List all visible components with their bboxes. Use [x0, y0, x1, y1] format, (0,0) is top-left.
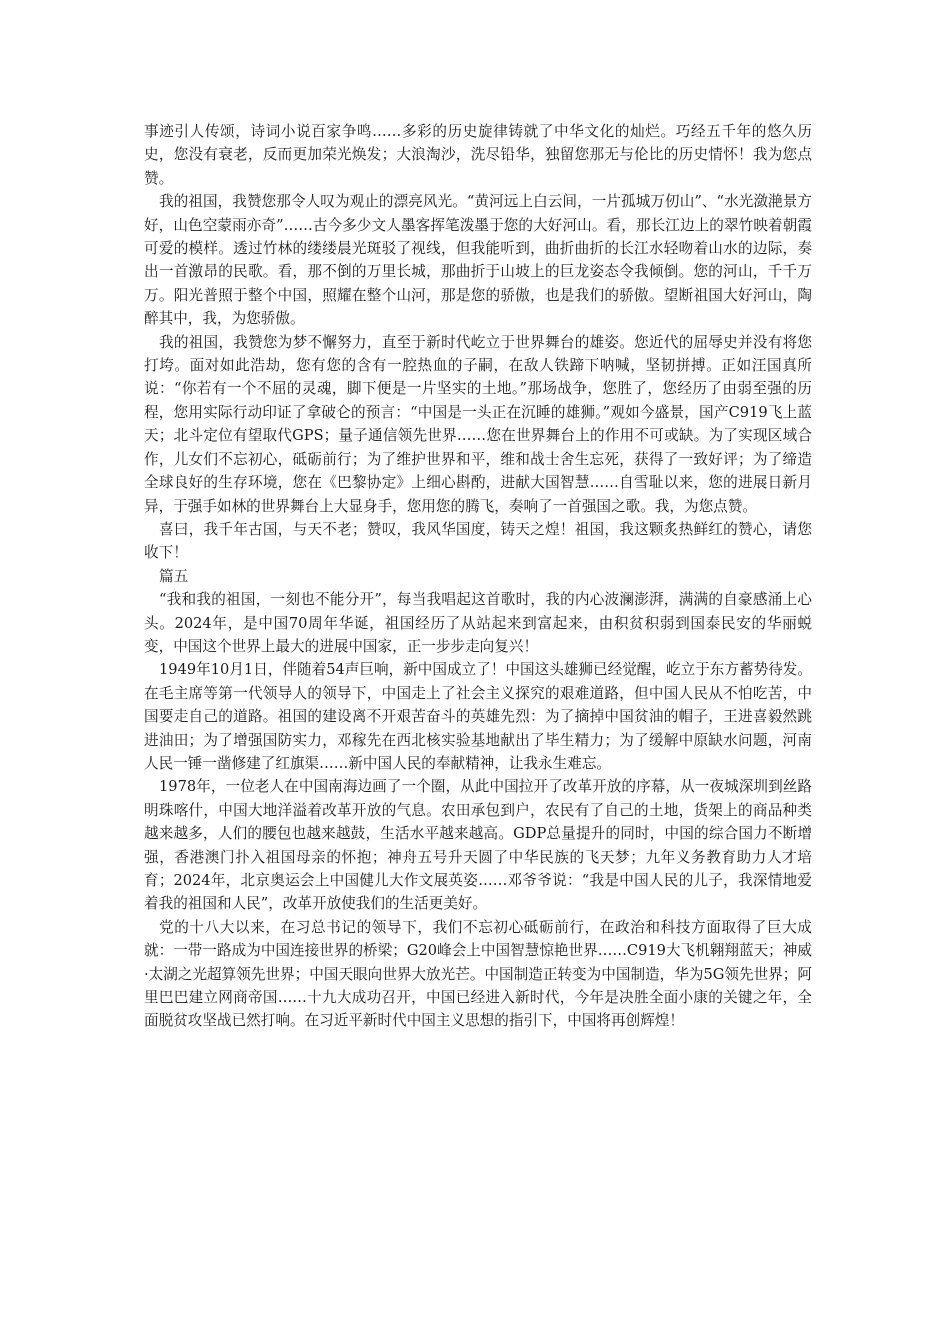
paragraph-9: 党的十八大以来，在习总书记的领导下，我们不忘初心砥砺前行，在政治和科技方面取得了巨大成就：一带一路成为中国连接世界的桥梁；G20峰会上中国智慧惊艳世界……C919大飞机翱翔蓝天；神威·太湖之光超算领先世界；中国天眼向世界大放光芒。中国制造正转变为中国制造，华为5G领先世界；阿里巴巴建立网商帝国……十九大成功召开，中国已经进入新时代，今年是决胜全面小康的关键之年，全面脱贫攻坚战已然打响。在习近平新时代中国主义思想的指引下，中国将再创辉煌！: [144, 918, 812, 1030]
paragraph-6: “我和我的祖国，一刻也不能分开”，每当我唱起这首歌时，我的内心波澜澎湃，满满的自豪感涌上心头。2024年，是中国70周年华诞，祖国经历了从站起来到富起来，由积贫积弱到国泰民安的华丽蜕变，中国这个世界上最大的进展中国家，正一步步走向复兴！: [144, 591, 812, 655]
paragraph-4: 喜曰，我千年古国，与天不老；赞叹，我风华国度，铸天之煌！祖国，我这颗炙热鲜红的赞心，请您收下！: [144, 520, 812, 562]
paragraph-8: 1978年，一位老人在中国南海边画了一个圈，从此中国拉开了改革开放的序幕，从一夜城深圳到丝路明珠喀什，中国大地洋溢着改革开放的气息。农田承包到户，农民有了自己的土地，货架上的商品种类越来越多，人们的腰包也越来越鼓，生活水平越来越高。GDP总量提升的同时，中国的综合国力不断增强，香港澳门扑入祖国母亲的怀抱；神舟五号升天圆了中华民族的飞天梦；九年义务教育助力人才培育；2024年，北京奥运会上中国健儿大作文展英姿……邓爷爷说：“我是中国人民的儿子，我深情地爱着我的祖国和人民”，改革开放使我们的生活更美好。: [144, 778, 812, 913]
paragraph-2: 我的祖国，我赞您那令人叹为观止的漂亮风光。“黄河远上白云间，一片孤城万仞山”、“水光潋滟景方好，山色空蒙雨亦奇”……古今多少文人墨客挥笔泼墨于您的大好河山。看，那长江边上的翠竹映着朝霞可爱的模样。透过竹林的缕缕晨光斑驳了视线，但我能听到，曲折曲折的长江水轻吻着山水的边际，奏出一首激昂的民歌。看，那不倒的万里长城，那曲折于山坡上的巨龙姿态令我倾倒。您的河山，千千万万。阳光普照于整个中国，照耀在整个山河，那是您的骄傲，也是我们的骄傲。望断祖国大好河山，陶醉其中，我，为您骄傲。: [144, 193, 812, 328]
section-heading: 篇五: [159, 567, 189, 585]
paragraph-1: 事迹引人传颂，诗词小说百家争鸣……多彩的历史旋律铸就了中华文化的灿烂。巧经五千年的悠久历史，您没有衰老，反而更加荣光焕发；大浪淘沙，洗尽铅华，独留您那无与伦比的历史情怀！我为您点赞。: [144, 123, 812, 187]
paragraph-3: 我的祖国，我赞您为梦不懈努力，直至于新时代屹立于世界舞台的雄姿。您近代的屈辱史并没有将您打垮。面对如此浩劫，您有您的含有一腔热血的子嗣，在敌人铁蹄下呐喊，坚韧拼搏。正如汪国真所说：“你若有一个不屈的灵魂，脚下便是一片坚实的土地。”那场战争，您胜了，您经历了由弱至强的历程，您用实际行动印证了拿破仑的预言：“中国是一头正在沉睡的雄狮。”观如今盛景，国产C919飞上蓝天；北斗定位有望取代GPS；量子通信领先世界……您在世界舞台上的作用不可或缺。为了实现区域合作，儿女们不忘初心，砥砺前行；为了维护世界和平，维和战士舍生忘死，获得了一致好评；为了缔造全球良好的生存环境，您在《巴黎协定》上细心斟酌，进献大国智慧……自雪耻以来，您的进展日新月异，于强手如林的世界舞台上大显身手，您用您的腾飞，奏响了一首强国之歌。我，为您点赞。: [144, 333, 812, 515]
document-body: [144, 120, 812, 1033]
paragraph-7: 1949年10月1日，伴随着54声巨响，新中国成立了！中国这头雄狮已经觉醒，屹立于东方蓄势待发。在毛主席等第一代领导人的领导下，中国走上了社会主义探究的艰难道路，但中国人民从不怕吃苦，中国要走自己的道路。祖国的建设离不开艰苦奋斗的英雄先烈：为了摘掉中国贫油的帽子，王进喜毅然跳进油田；为了增强国防实力，邓稼先在西北核实验基地献出了毕生精力；为了缓解中原缺水问题，河南人民一锤一凿修建了红旗渠……新中国人民的奉献精神，让我永生难忘。: [144, 661, 812, 772]
